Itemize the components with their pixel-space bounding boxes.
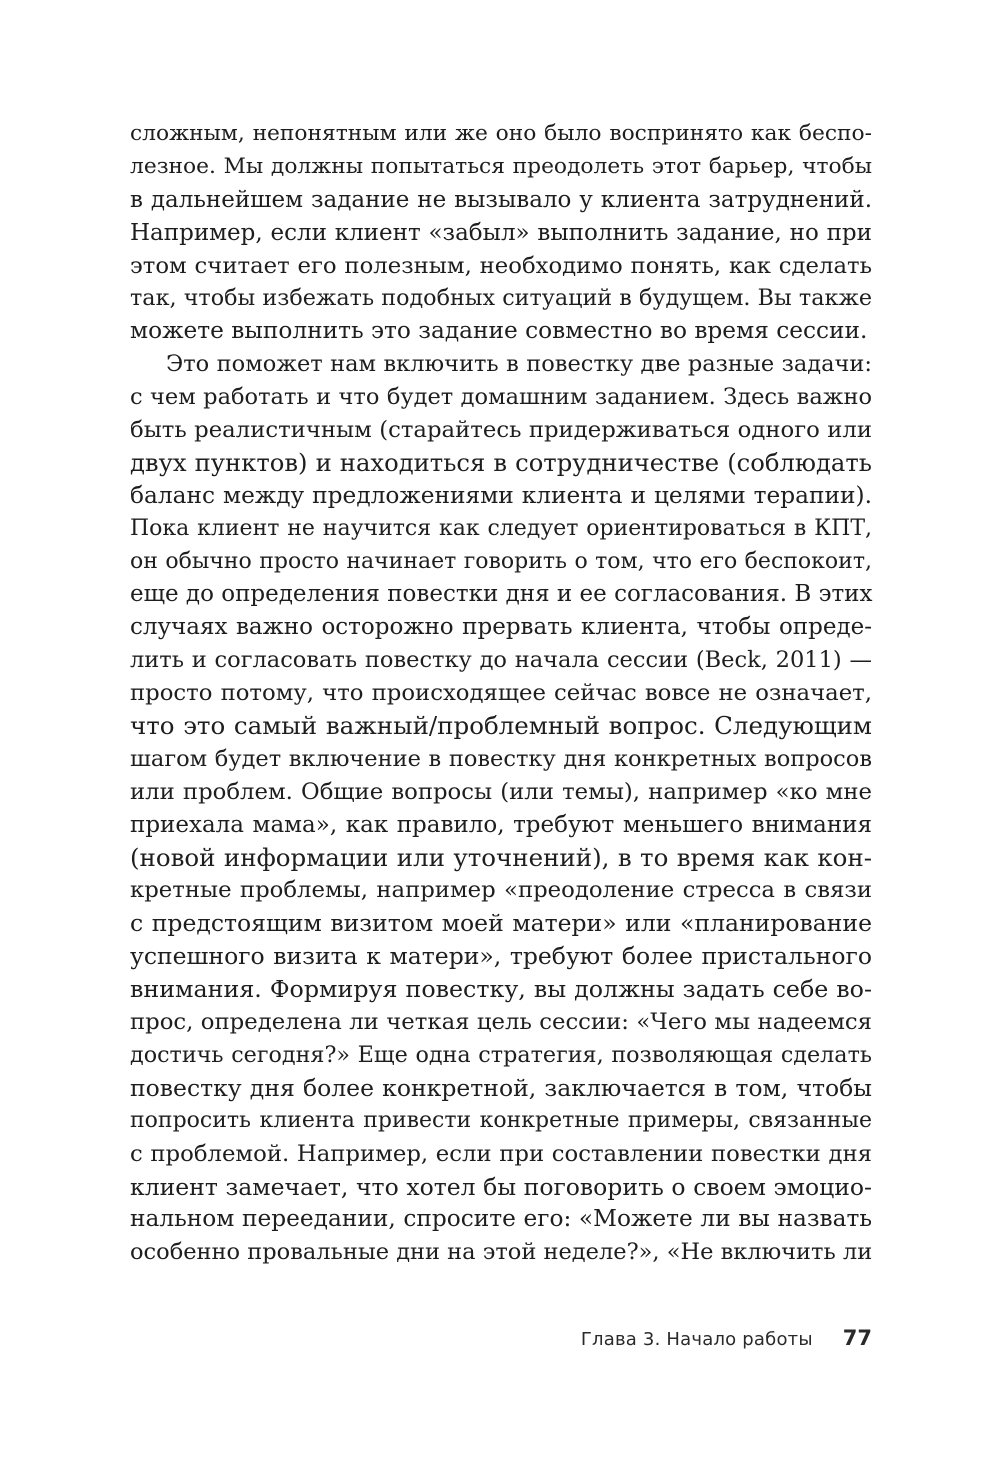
text-line: Например, если клиент «забыл» выполнить задание, но при <box>130 219 872 246</box>
text-line: в дальнейшем задание не вызывало у клиента затруднений. <box>130 186 872 213</box>
text-line: лить и согласовать повестку до начала сессии (Beck, 2011) — <box>130 647 872 674</box>
text-line: (новой информации или уточнений), в то время как кон- <box>130 842 872 872</box>
text-line: он обычно просто начинает говорить о том, что его беспокоит, <box>130 548 872 574</box>
text-line: нальном переедании, спросите его: «Можете ли вы назвать <box>130 1205 872 1233</box>
text-line: или проблем. Общие вопросы (или темы), например «ко мне <box>130 778 872 805</box>
page-number: 77 <box>842 1326 872 1350</box>
text-line: сложным, непонятным или же оно было воспринято как беспо- <box>130 121 872 146</box>
text-line: этом считает его полезным, необходимо понять, как сделать <box>130 252 872 279</box>
text-line: особенно провальные дни на этой неделе?», «Не включить ли <box>130 1239 873 1266</box>
text-line: с чем работать и что будет домашним заданием. Здесь важно <box>130 384 872 411</box>
paragraph-first-line: Это поможет нам включить в повестку две разные задачи: <box>166 351 872 378</box>
text-line: попросить клиента привести конкретные примеры, связанные <box>130 1107 872 1133</box>
page-footer <box>130 1326 872 1358</box>
text-line: с предстоящим визитом моей матери» или «планирование <box>130 909 872 938</box>
text-line: лезное. Мы должны попытаться преодолеть этот барьер, чтобы <box>130 153 872 179</box>
text-line: что это самый важный/проблемный вопрос. Следующим <box>130 711 872 741</box>
text-line: достичь сегодня?» Еще одна стратегия, позволяющая сделать <box>130 1041 872 1068</box>
text-line: двух пунктов) и находиться в сотрудничестве (соблюдать <box>130 447 872 477</box>
body-text <box>130 118 872 1269</box>
text-line: внимания. Формируя повестку, вы должны задать себе во- <box>130 975 872 1004</box>
text-line: так, чтобы избежать подобных ситуаций в будущем. Вы также <box>130 285 872 312</box>
running-head: Глава 3. Начало работы <box>580 1329 813 1350</box>
text-line: прос, определена ли четкая цель сессии: «Чего мы надеемся <box>130 1009 872 1036</box>
text-line: можете выполнить это задание совместно во время сессии. <box>130 317 868 345</box>
text-line: клиент замечает, что хотел бы поговорить о своем эмоцио- <box>130 1172 872 1201</box>
text-line: с проблемой. Например, если при составлении повестки дня <box>130 1140 872 1167</box>
text-line: баланс между предложениями клиента и целями терапии). <box>130 481 872 509</box>
text-line: шагом будет включение в повестку дня конкретных вопросов <box>130 745 872 772</box>
text-line: случаях важно осторожно прервать клиента, чтобы опреде- <box>130 614 872 641</box>
text-line: еще до определения повестки дня и ее согласования. В этих <box>130 581 873 608</box>
text-line: быть реалистичным (старайтесь придерживаться одного или <box>130 417 872 444</box>
text-line: приехала мама», как правило, требуют меньшего внимания <box>130 811 872 838</box>
text-line: Пока клиент не научится как следует ориентироваться в КПТ, <box>130 515 872 541</box>
text-line: просто потому, что происходящее сейчас вовсе не означает, <box>130 680 872 707</box>
text-line: кретные проблемы, например «преодоление стресса в связи <box>130 877 872 904</box>
text-line: повестку дня более конкретной, заключается в том, чтобы <box>130 1073 872 1102</box>
text-line: успешного визита к матери», требуют более пристального <box>130 942 872 971</box>
